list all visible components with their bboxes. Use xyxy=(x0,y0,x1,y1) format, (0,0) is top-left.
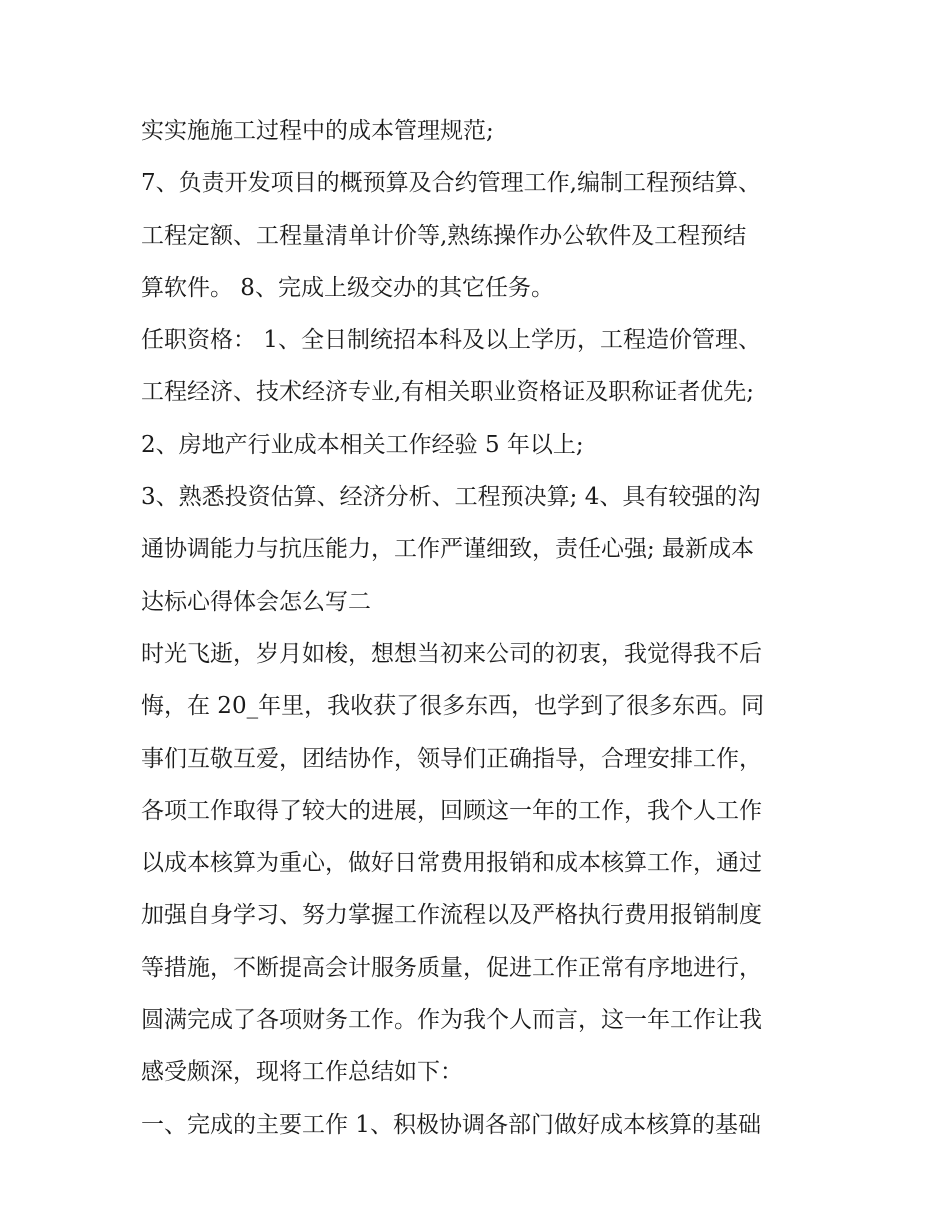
text-line: 悔，在 20_年里，我收获了很多东西，也学到了很多东西。同 xyxy=(141,693,765,720)
text-line: 工程定额、工程量清单计价等,熟练操作办公软件及工程预结 xyxy=(141,222,747,249)
text-line: 圆满完成了各项财务工作。作为我个人而言，这一年工作让我 xyxy=(141,1007,762,1034)
text-line: 工程经济、技术经济专业,有相关职业资格证及职称证者优先; xyxy=(141,379,755,406)
text-line: 一、完成的主要工作 1、积极协调各部门做好成本核算的基础 xyxy=(141,1111,761,1138)
text-line: 通协调能力与抗压能力，工作严谨细致，责任心强; 最新成本 xyxy=(141,536,755,563)
text-line: 达标心得体会怎么写二 xyxy=(141,588,371,615)
text-line: 事们互敬互爱，团结协作，领导们正确指导，合理安排工作， xyxy=(141,745,762,772)
text-line: 以成本核算为重心，做好日常费用报销和成本核算工作，通过 xyxy=(141,850,762,877)
text-line: 算软件。 8、完成上级交办的其它任务。 xyxy=(141,274,554,301)
text-line: 任职资格： 1、全日制统招本科及以上学历，工程造价管理、 xyxy=(141,327,761,354)
text-line: 各项工作取得了较大的进展，回顾这一年的工作，我个人工作 xyxy=(141,797,762,824)
document-body xyxy=(141,109,821,1155)
text-line: 3、熟悉投资估算、经济分析、工程预决算; 4、具有较强的沟 xyxy=(141,484,761,511)
text-line: 2、房地产行业成本相关工作经验 5 年以上; xyxy=(141,431,584,458)
text-line: 实实施施工过程中的成本管理规范; xyxy=(141,118,494,144)
text-line: 感受颇深，现将工作总结如下： xyxy=(141,1059,463,1086)
text-line: 时光飞逝，岁月如梭，想想当初来公司的初衷，我觉得我不后 xyxy=(141,640,762,667)
text-line: 等措施，不断提高会计服务质量，促进工作正常有序地进行， xyxy=(141,954,762,981)
text-line: 7、负责开发项目的概预算及合约管理工作,编制工程预结算、 xyxy=(141,170,761,197)
text-line: 加强自身学习、努力掌握工作流程以及严格执行费用报销制度 xyxy=(141,902,762,929)
